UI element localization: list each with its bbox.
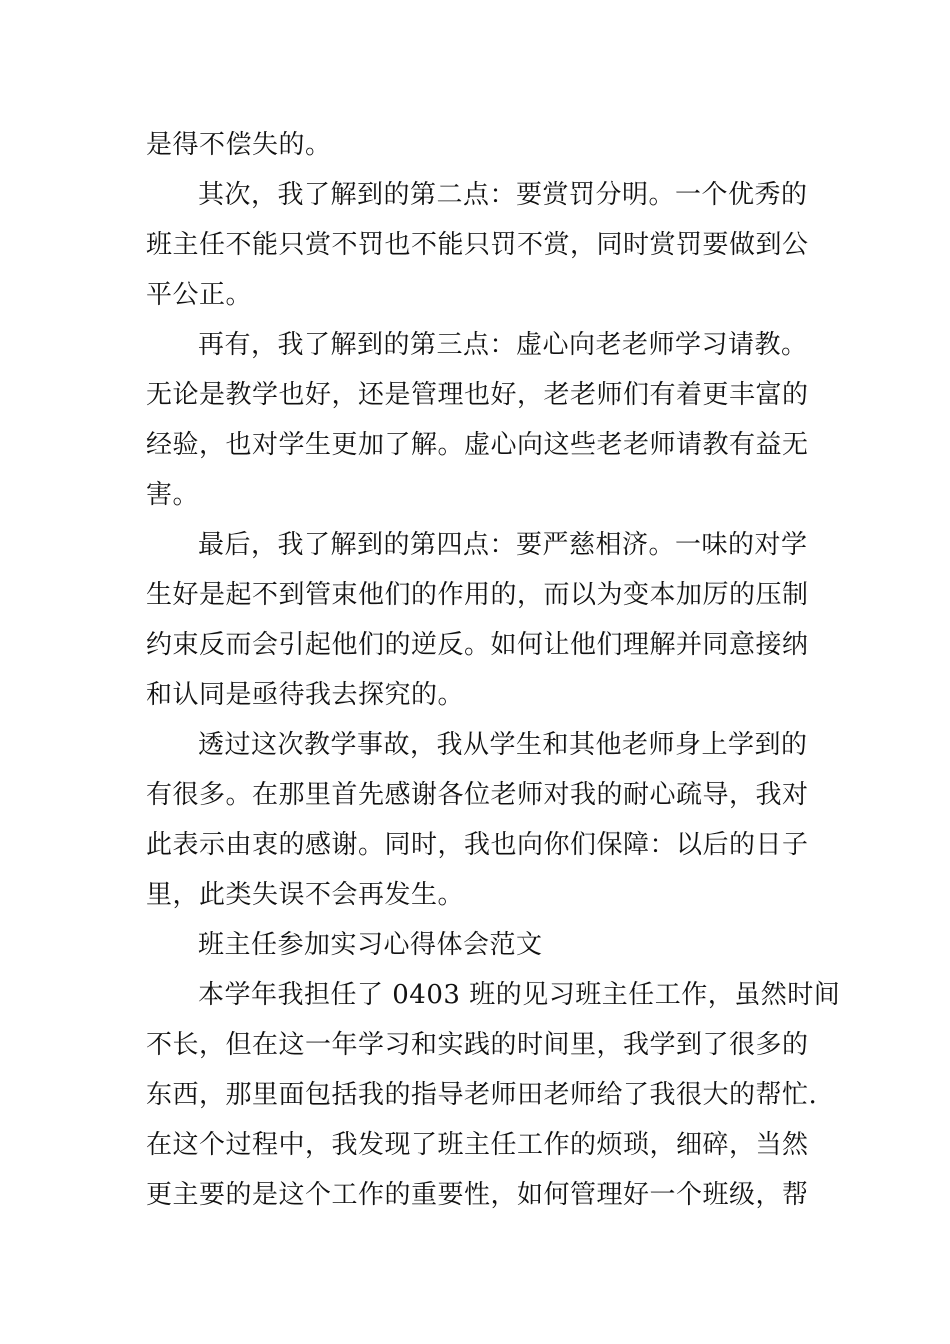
text-line: 无论是教学也好，还是管理也好，老老师们有着更丰富的 <box>146 380 809 410</box>
text-line: 经验，也对学生更加了解。虚心向这些老老师请教有益无 <box>146 430 809 460</box>
section-heading: 班主任参加实习心得体会范文 <box>198 930 543 960</box>
text-line: 有很多。在那里首先感谢各位老师对我的耐心疏导，我对 <box>146 780 809 810</box>
text-line: 此表示由衷的感谢。同时，我也向你们保障：以后的日子 <box>146 830 809 860</box>
document-body <box>146 120 841 1220</box>
text-line: 和认同是亟待我去探究的。 <box>146 680 465 710</box>
text-line: 害。 <box>146 480 200 510</box>
text-line: 东西，那里面包括我的指导老师田老师给了我很大的帮忙. <box>146 1080 818 1110</box>
text-line: 是得不偿失的。 <box>146 130 332 160</box>
text-line: 不长，但在这一年学习和实践的时间里，我学到了很多的 <box>146 1030 809 1060</box>
text-line: 更主要的是这个工作的重要性，如何管理好一个班级，帮 <box>146 1180 809 1210</box>
paragraph-start-line: 最后，我了解到的第四点：要严慈相济。一味的对学 <box>198 530 808 560</box>
text-line: 平公正。 <box>146 280 253 310</box>
text-line: 生好是起不到管束他们的作用的，而以为变本加厉的压制 <box>146 580 809 610</box>
text-line: 班主任不能只赏不罚也不能只罚不赏，同时赏罚要做到公 <box>146 230 809 260</box>
text-line: 在这个过程中，我发现了班主任工作的烦琐，细碎，当然 <box>146 1130 809 1160</box>
paragraph-start-line: 本学年我担任了 0403 班的见习班主任工作，虽然时间 <box>198 980 841 1010</box>
paragraph-start-line: 透过这次教学事故，我从学生和其他老师身上学到的 <box>198 730 808 760</box>
text-line: 约束反而会引起他们的逆反。如何让他们理解并同意接纳 <box>146 630 809 660</box>
paragraph-start-line: 再有，我了解到的第三点：虚心向老老师学习请教。 <box>198 330 808 360</box>
paragraph-start-line: 其次，我了解到的第二点：要赏罚分明。一个优秀的 <box>198 180 808 210</box>
text-line: 里，此类失误不会再发生。 <box>146 880 465 910</box>
